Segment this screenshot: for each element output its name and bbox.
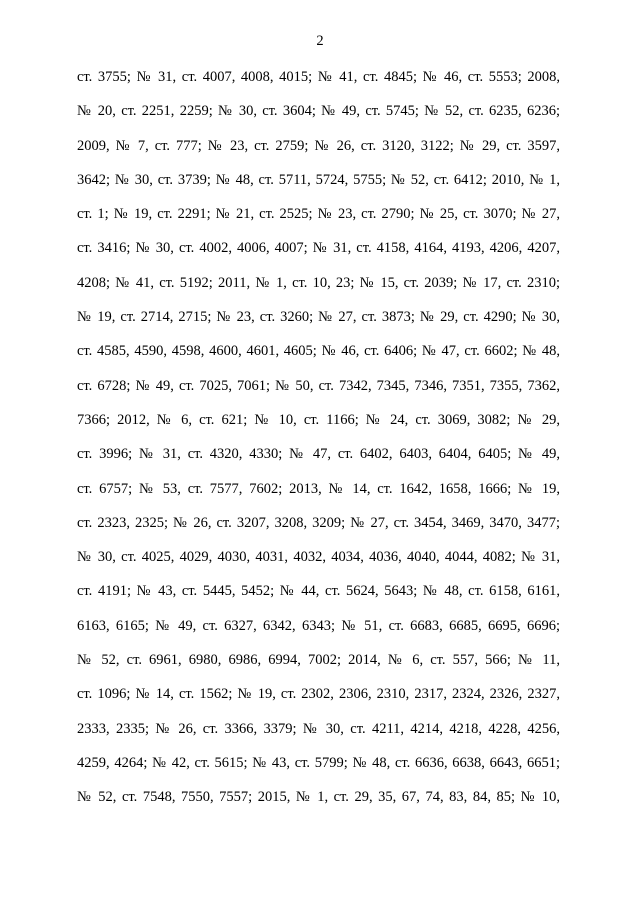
text-line: ст. 3416; № 30, ст. 4002, 4006, 4007; № 31, ст. 4158, 4164, 4193, 4206, 4207,: [77, 240, 560, 257]
text-line: 6163, 6165; № 49, ст. 6327, 6342, 6343; № 51, ст. 6683, 6685, 6695, 6696;: [77, 617, 560, 634]
text-line: ст. 3996; № 31, ст. 4320, 4330; № 47, ст. 6402, 6403, 6404, 6405; № 49,: [77, 446, 560, 463]
text-line: № 19, ст. 2714, 2715; № 23, ст. 3260; № 27, ст. 3873; № 29, ст. 4290; № 30,: [77, 309, 560, 326]
text-line: 2009, № 7, ст. 777; № 23, ст. 2759; № 26, ст. 3120, 3122; № 29, ст. 3597,: [77, 137, 560, 154]
text-line: ст. 1; № 19, ст. 2291; № 21, ст. 2525; № 23, ст. 2790; № 25, ст. 3070; № 27,: [77, 206, 560, 223]
text-line: ст. 6757; № 53, ст. 7577, 7602; 2013, № 14, ст. 1642, 1658, 1666; № 19,: [77, 480, 560, 497]
text-line: № 52, ст. 7548, 7550, 7557; 2015, № 1, ст. 29, 35, 67, 74, 83, 84, 85; № 10,: [77, 789, 560, 806]
text-line: № 20, ст. 2251, 2259; № 30, ст. 3604; № 49, ст. 5745; № 52, ст. 6235, 6236;: [77, 103, 560, 120]
body-text: [77, 67, 560, 822]
text-line: № 52, ст. 6961, 6980, 6986, 6994, 7002; 2014, № 6, ст. 557, 566; № 11,: [77, 652, 560, 669]
text-line: ст. 6728; № 49, ст. 7025, 7061; № 50, ст. 7342, 7345, 7346, 7351, 7355, 7362,: [77, 377, 560, 394]
text-line: ст. 2323, 2325; № 26, ст. 3207, 3208, 3209; № 27, ст. 3454, 3469, 3470, 3477;: [77, 514, 560, 531]
text-line: ст. 3755; № 31, ст. 4007, 4008, 4015; № 41, ст. 4845; № 46, ст. 5553; 2008,: [77, 69, 560, 85]
text-line: № 30, ст. 4025, 4029, 4030, 4031, 4032, 4034, 4036, 4040, 4044, 4082; № 31,: [77, 549, 560, 566]
text-line: ст. 1096; № 14, ст. 1562; № 19, ст. 2302, 2306, 2310, 2317, 2324, 2326, 2327,: [77, 686, 560, 703]
page-number: 2: [316, 33, 324, 49]
text-line: 2333, 2335; № 26, ст. 3366, 3379; № 30, ст. 4211, 4214, 4218, 4228, 4256,: [77, 720, 560, 737]
text-line: 7366; 2012, № 6, ст. 621; № 10, ст. 1166; № 24, ст. 3069, 3082; № 29,: [77, 411, 560, 428]
text-line: 4208; № 41, ст. 5192; 2011, № 1, ст. 10, 23; № 15, ст. 2039; № 17, ст. 2310;: [77, 274, 560, 291]
text-line: ст. 4191; № 43, ст. 5445, 5452; № 44, ст. 5624, 5643; № 48, ст. 6158, 6161,: [77, 583, 560, 600]
text-line: ст. 4585, 4590, 4598, 4600, 4601, 4605; № 46, ст. 6406; № 47, ст. 6602; № 48,: [77, 343, 560, 360]
text-line: 4259, 4264; № 42, ст. 5615; № 43, ст. 5799; № 48, ст. 6636, 6638, 6643, 6651;: [77, 754, 560, 771]
text-line: 3642; № 30, ст. 3739; № 48, ст. 5711, 5724, 5755; № 52, ст. 6412; 2010, № 1,: [77, 171, 560, 188]
